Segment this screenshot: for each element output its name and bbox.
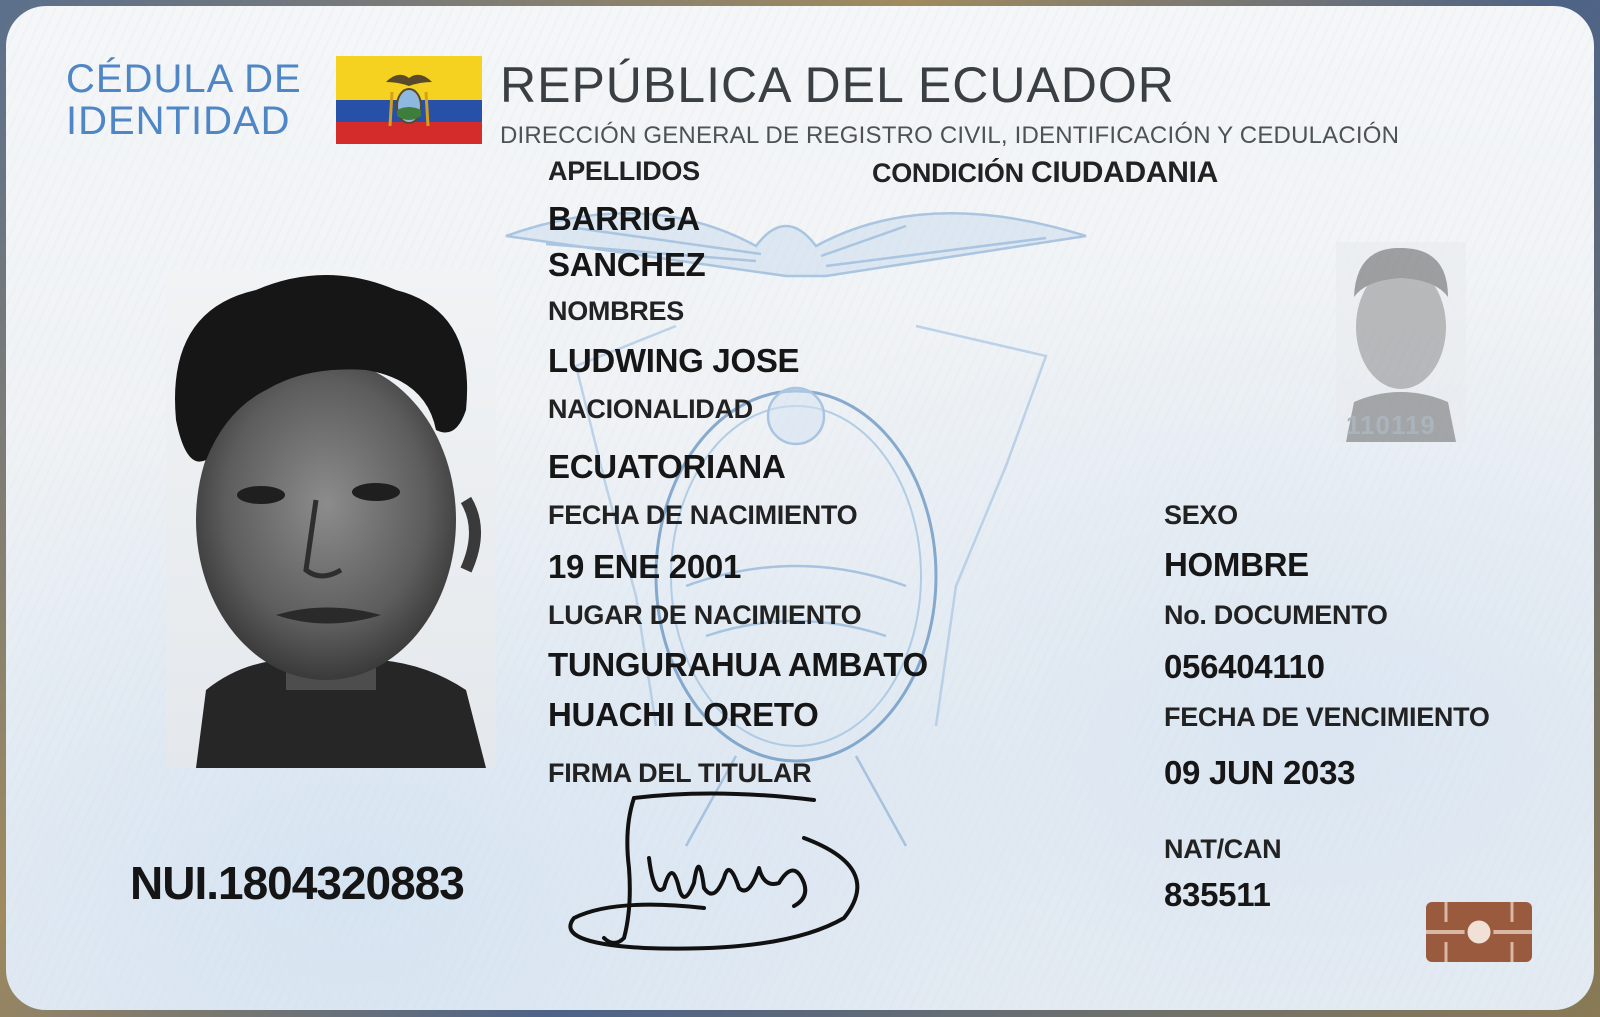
country-name: REPÚBLICA DEL ECUADOR [500, 57, 1175, 113]
vencimiento-label: FECHA DE VENCIMIENTO [1164, 702, 1490, 732]
issuing-agency: DIRECCIÓN GENERAL DE REGISTRO CIVIL, IDENTIFICACIÓN Y CEDULACIÓN [500, 122, 1400, 149]
sexo-value: HOMBRE [1164, 546, 1309, 583]
fecha-nacimiento-label: FECHA DE NACIMIENTO [548, 500, 858, 530]
documento-value: 056404110 [1164, 648, 1325, 685]
card-type-line-2: IDENTIDAD [66, 99, 291, 143]
nombres-label: NOMBRES [548, 296, 684, 326]
firma-label: FIRMA DEL TITULAR [548, 758, 812, 788]
sexo-label: SEXO [1164, 500, 1238, 530]
lugar-nacimiento-label: LUGAR DE NACIMIENTO [548, 600, 862, 630]
nacionalidad-value: ECUATORIANA [548, 448, 786, 485]
holder-signature [554, 788, 874, 958]
nacionalidad-label: NACIONALIDAD [548, 394, 753, 424]
apellidos-line-1: BARRIGA [548, 200, 700, 237]
vencimiento-value: 09 JUN 2033 [1164, 754, 1356, 791]
nombres-value: LUDWING JOSE [548, 342, 800, 379]
natcan-value: 835511 [1164, 876, 1271, 913]
condicion-field [872, 156, 1218, 190]
contact-chip-icon [1426, 902, 1532, 962]
lugar-nacimiento-line-1: TUNGURAHUA AMBATO [548, 646, 928, 683]
holder-photo [166, 270, 496, 768]
condicion-value: CIUDADANIA [1031, 156, 1219, 189]
ecuador-flag [336, 56, 482, 144]
identity-card [6, 6, 1594, 1010]
natcan-label: NAT/CAN [1164, 834, 1282, 864]
ghost-number: 110119 [1346, 410, 1436, 440]
fecha-nacimiento-value: 19 ENE 2001 [548, 548, 742, 585]
card-type-line-1: CÉDULA DE [66, 57, 302, 101]
flag-coat-of-arms-icon [384, 68, 434, 134]
condicion-label: CONDICIÓN [872, 158, 1024, 188]
apellidos-label: APELLIDOS [548, 156, 700, 186]
lugar-nacimiento-line-2: HUACHI LORETO [548, 696, 819, 733]
apellidos-line-2: SANCHEZ [548, 246, 706, 283]
nui-number: NUI.1804320883 [130, 857, 464, 909]
card-type-title [66, 58, 326, 142]
documento-label: No. DOCUMENTO [1164, 600, 1388, 630]
